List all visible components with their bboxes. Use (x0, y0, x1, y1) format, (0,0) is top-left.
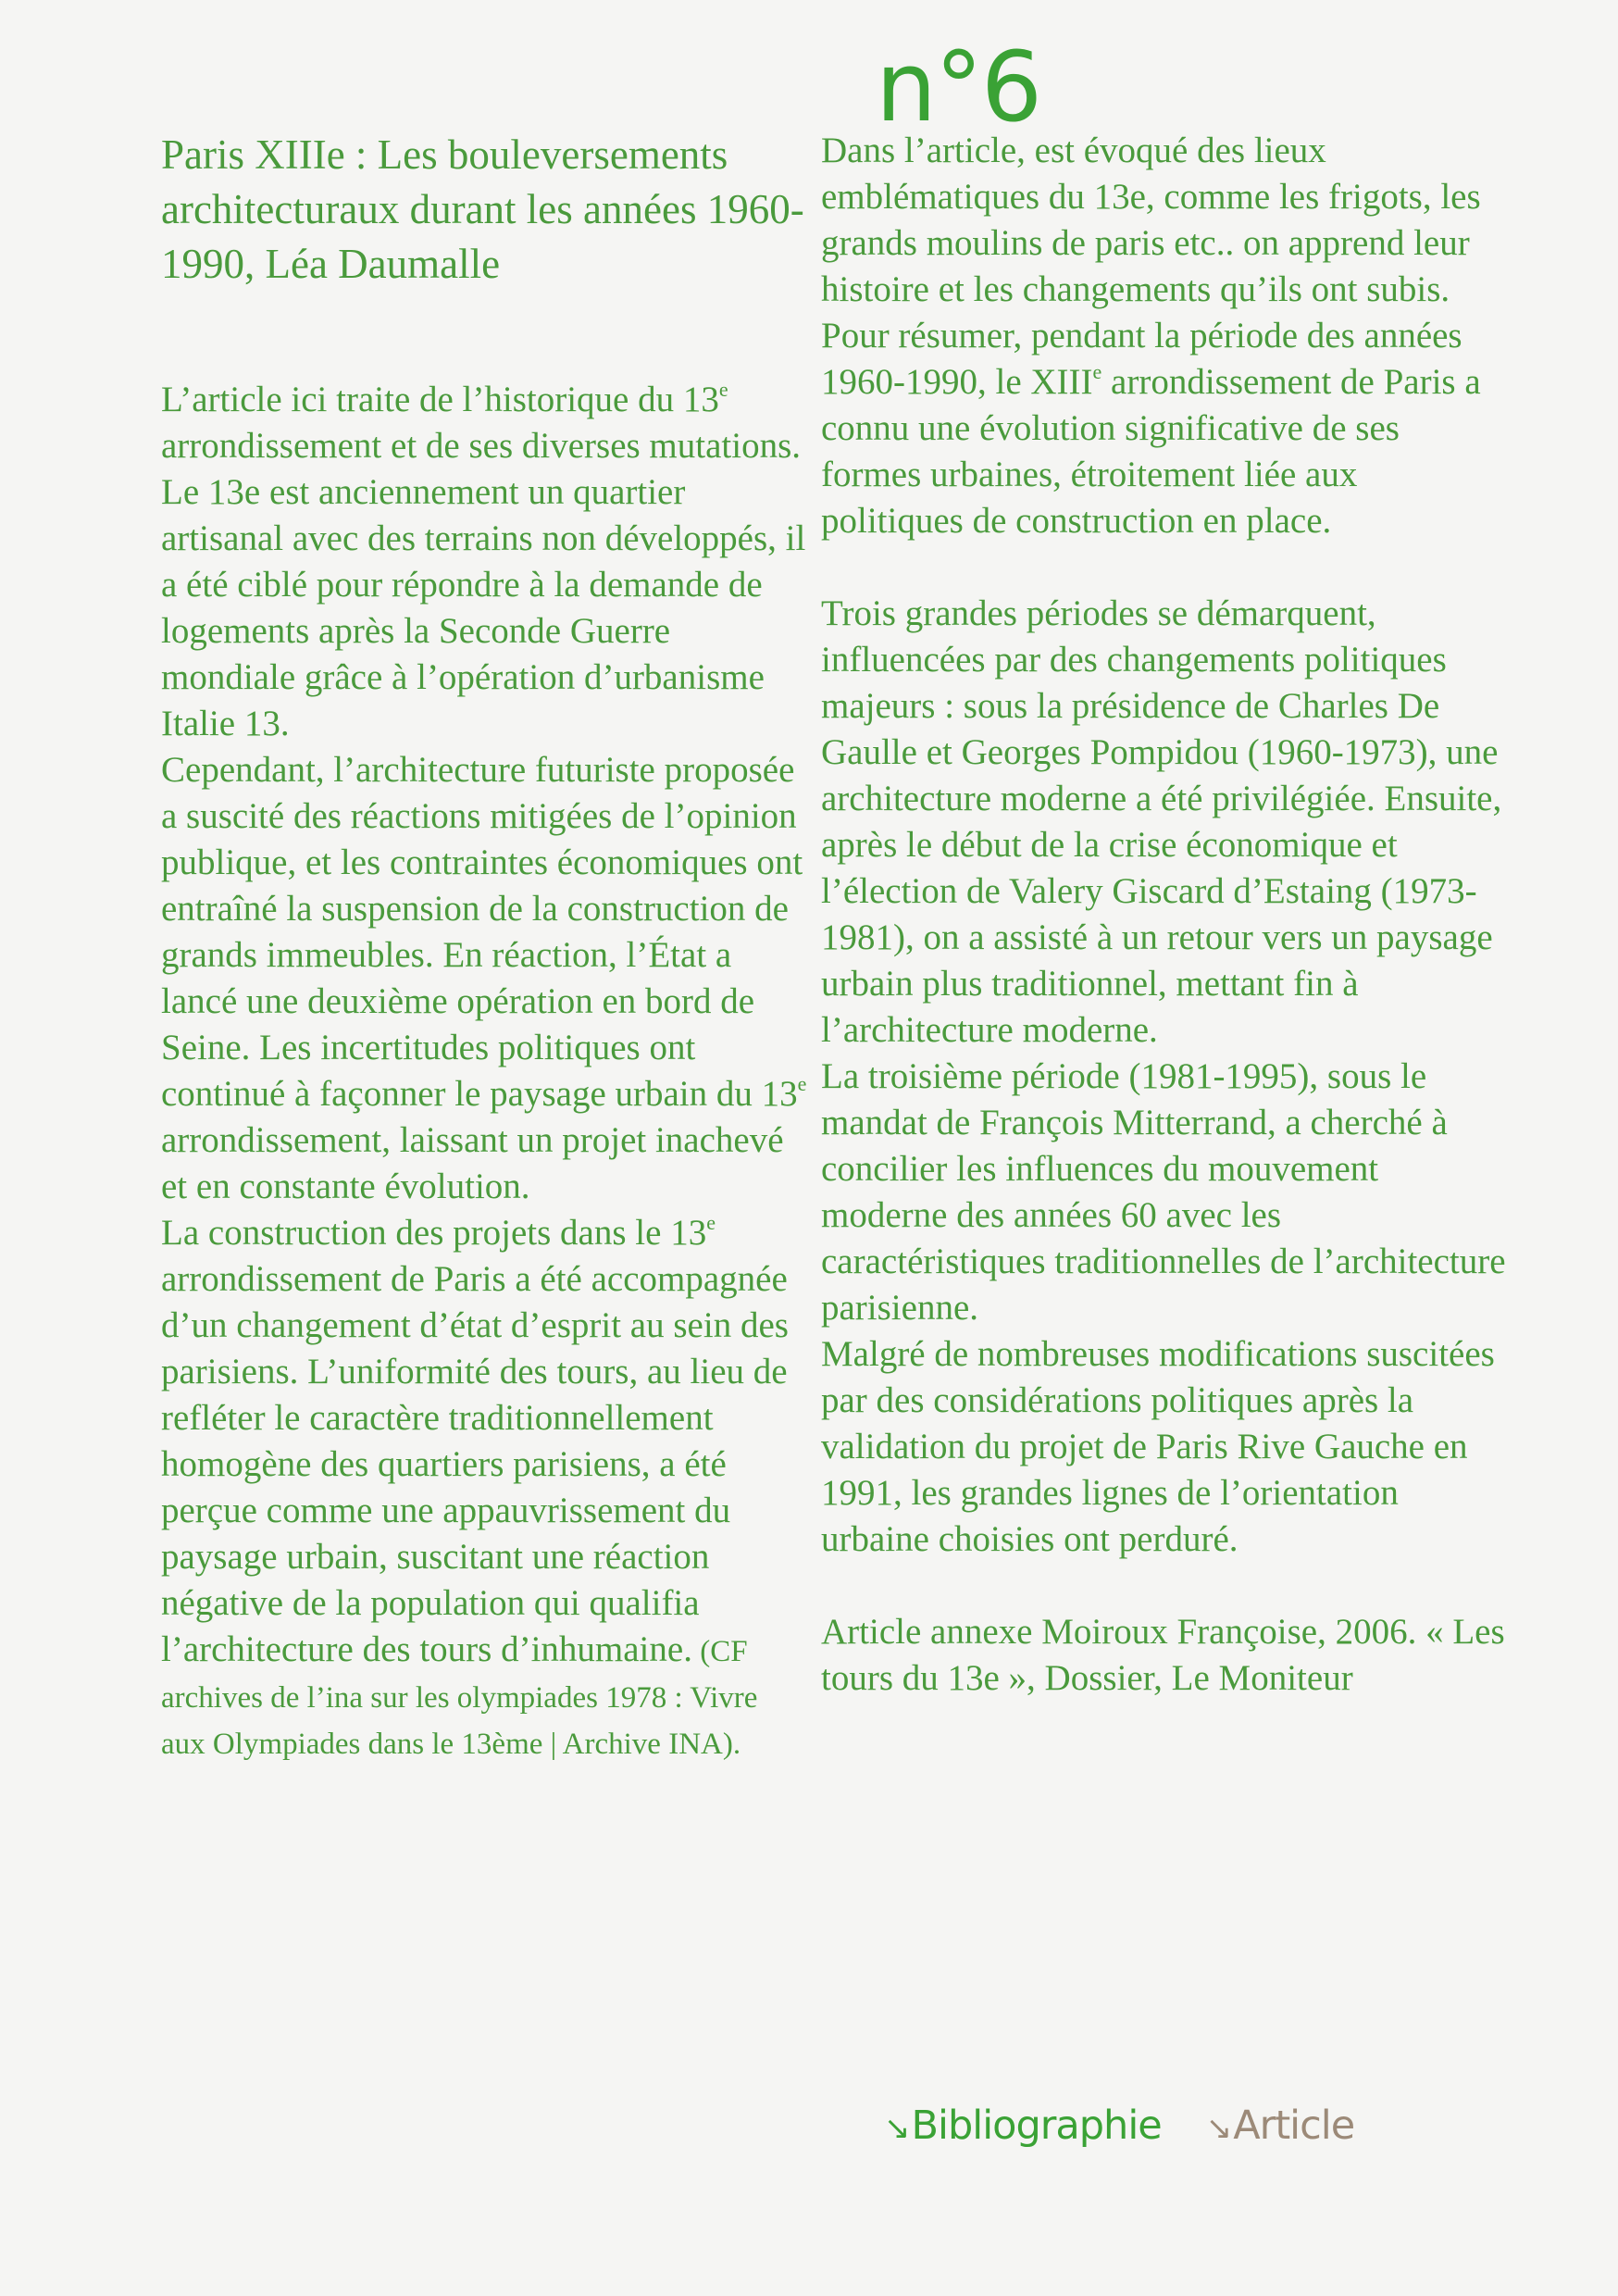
left-column (161, 128, 809, 1766)
right-column (821, 128, 1506, 1702)
article-label: Article (1233, 2103, 1355, 2149)
right-paragraph-2: Trois grandes périodes se démarquent, influencées par des changements politiques majeurs : sous la présidence de Charles De Gaulle et Georges Pompidou (1960-1973), une architecture moderne a été privilégiée. Ensuite, après le début de la crise économique et l’élection de Valery Giscard d’Estaing (1973-1981), on a assisté à un retour vers un paysage urbain plus traditionnel, mettant fin à l’architecture moderne. (821, 593, 1502, 1050)
left-paragraph-2: Cependant, l’architecture futuriste proposée a suscité des réactions mitigées de l’opinion publique, et les contraintes économiques ont entraîné la suspension de la construction de grands immeubles. En réaction, l’État a lancé une deuxième opération en bord de Seine. Les incertitudes politiques ont continué à façonner le paysage urbain du 13e arrondissement, laissant un projet inachevé et en constante évolution. (161, 750, 807, 1206)
issue-number: n°6 (876, 31, 1041, 144)
annex-reference: Article annexe Moiroux Françoise, 2006. « Les tours du 13e », Dossier, Le Moniteur (821, 1612, 1505, 1698)
ina-archive-reference: (CF archives de l’ina sur les olympiades 1978 : Vivre aux Olympiades dans le 13ème | Archive INA). (161, 1635, 758, 1761)
bottom-nav (884, 2100, 1354, 2154)
arrow-down-right-icon: ↘ (884, 2110, 910, 2147)
left-paragraph-1: L’article ici traite de l’historique du 13e arrondissement et de ses diverses mutations. Le 13e est anciennement un quartier artisanal avec des terrains non développés, il a été ciblé pour répondre à la demande de logements après la Seconde Guerre mondiale grâce à l’opération d’urbanisme Italie 13. (161, 378, 806, 743)
right-paragraph-4: Malgré de nombreuses modifications suscitées par des considérations politiques après la validation du projet de Paris Rive Gauche en 1991, les grandes lignes de l’orientation urbaine choisies ont perduré. (821, 1334, 1495, 1559)
article-link[interactable] (1206, 2100, 1354, 2154)
right-paragraph-3: La troisième période (1981-1995), sous le mandat de François Mitterrand, a cherché à concilier les influences du mouvement moderne des années 60 avec les caractéristiques traditionnelles de l’architecture parisienne. (821, 1056, 1506, 1328)
right-paragraph-1: Dans l’article, est évoqué des lieux emblématiques du 13e, comme les frigots, les grands moulins de paris etc.. on apprend leur histoire et les changements qu’ils ont subis. Pour résumer, pendant la période des années 1960-1990, le XIIIe arrondissement de Paris a connu une évolution significative de ses formes urbaines, étroitement liée aux politiques de construction en place. (821, 131, 1481, 541)
article-title: Paris XIIIe : Les bouleversements architecturaux durant les années 1960-1990, Léa Daumalle (161, 131, 804, 287)
bibliographie-label: Bibliographie (911, 2103, 1162, 2149)
bibliographie-link[interactable] (884, 2100, 1162, 2154)
arrow-down-right-icon: ↘ (1205, 2110, 1232, 2147)
left-paragraph-3: La construction des projets dans le 13e arrondissement de Paris a été accompagnée d’un changement d’état d’esprit au sein des parisiens. L’uniformité des tours, au lieu de refléter le caractère traditionnellement homogène des quartiers parisiens, a été perçue comme une appauvrissement du paysage urbain, suscitant une réaction négative de la population qui qualifia l’architecture des tours d’inhumaine. (CF archives de l’ina sur les olympiades 1978 : Vivre aux Olympiades dans le 13ème | Archive INA). (161, 1211, 789, 1761)
